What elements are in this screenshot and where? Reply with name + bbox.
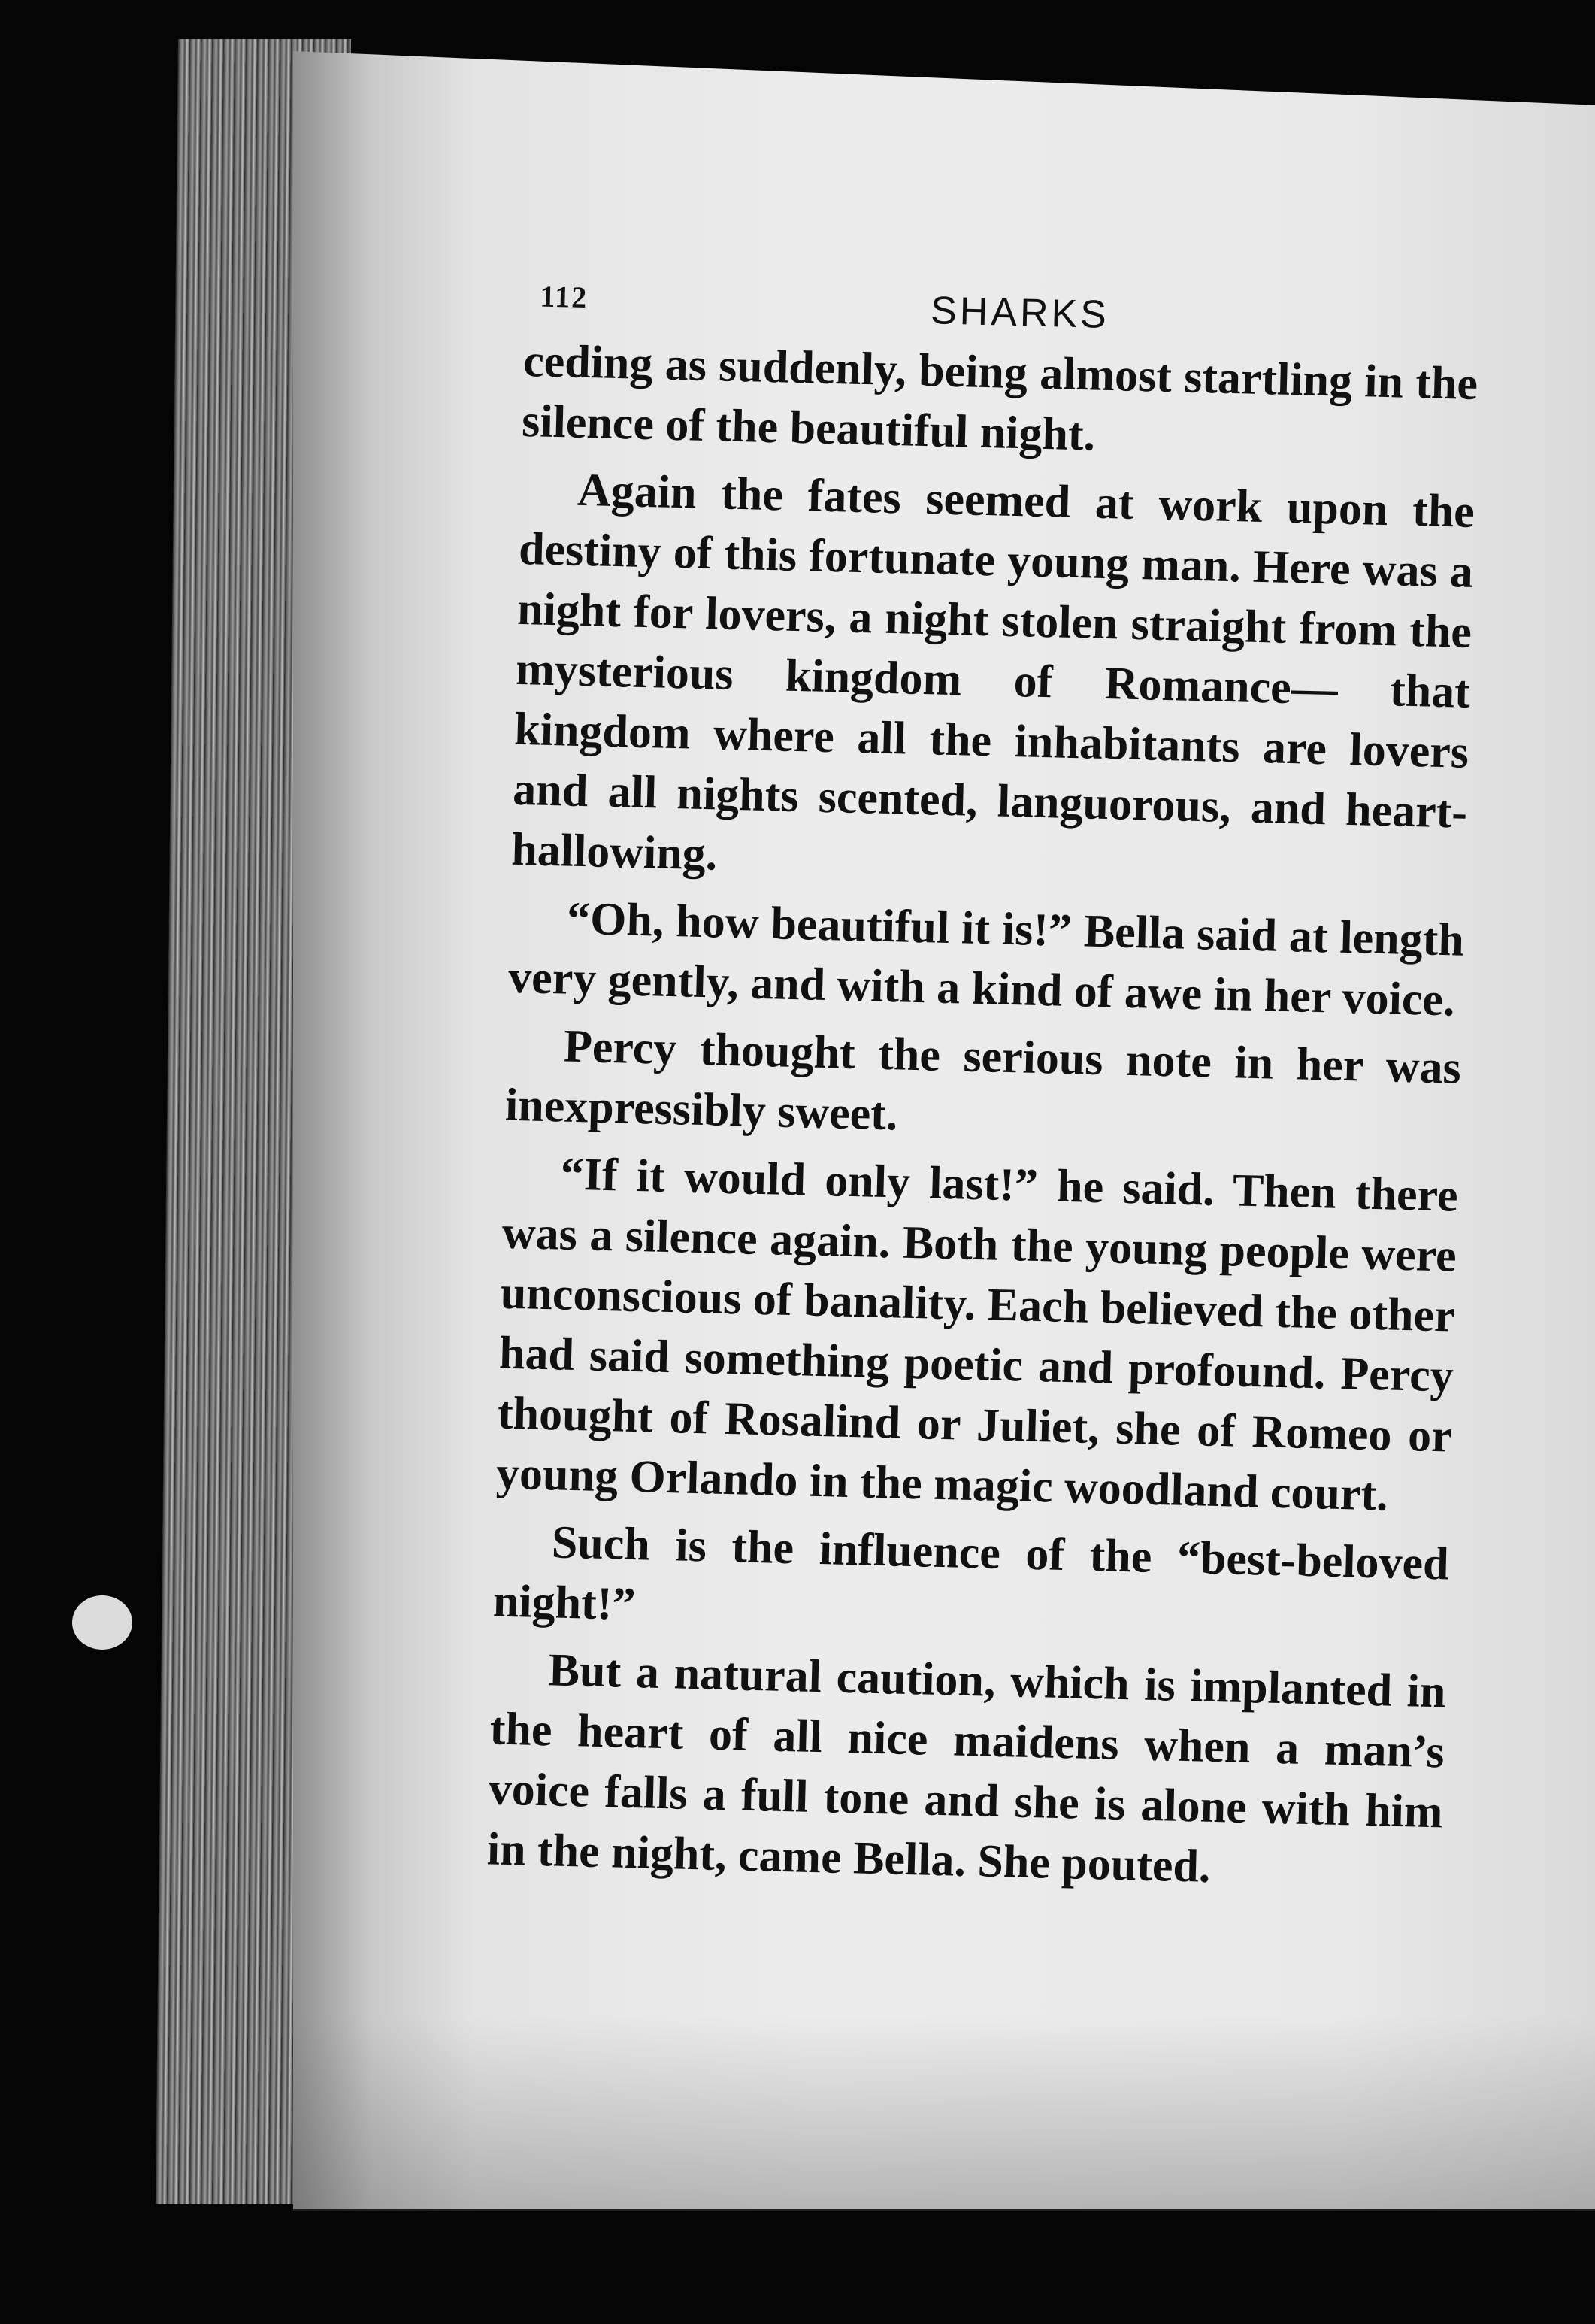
binding-hole — [72, 1595, 132, 1650]
page-number: 112 — [539, 279, 589, 315]
paragraph-3: “Oh, how beautiful it is!” Bella said at length very gently, and with a kind of awe in her voice. — [507, 892, 1465, 1026]
paragraph-1: ceding as suddenly, being almost startling in the silence of the beautiful night. — [521, 335, 1478, 461]
paragraph-5: “If it would only last!” he said. Then there was a silence again. Both the young people were unconscious of banality. Each believed the other had said something poetic and profound. Percy thought of Rosalind or Juliet, she of Romeo or young Orlando in the magic woodland court. — [495, 1148, 1459, 1521]
paragraph-4: Percy thought the serious note in her was inexpressibly sweet. — [504, 1020, 1462, 1141]
page-text-block — [486, 248, 1533, 1904]
paragraph-6: Such is the influence of the “best-beloved night!” — [492, 1517, 1450, 1631]
running-head: SHARKS — [930, 289, 1110, 337]
paragraph-2: Again the fates seemed at work upon the destiny of this fortunate young man. Here was a night for lovers, a night stolen straight from the mysterious kingdom of Romance— that kingdom where all the inhabitants are lovers and all nights scented, languorous, and heart-hallowing. — [510, 464, 1475, 880]
page-shadow — [293, 2016, 1595, 2211]
paragraph-7: But a natural caution, which is implanted in the heart of all nice maidens when a man’s voice falls a full tone and she is alone with him in the night, came Bella. She pouted. — [486, 1644, 1447, 1892]
